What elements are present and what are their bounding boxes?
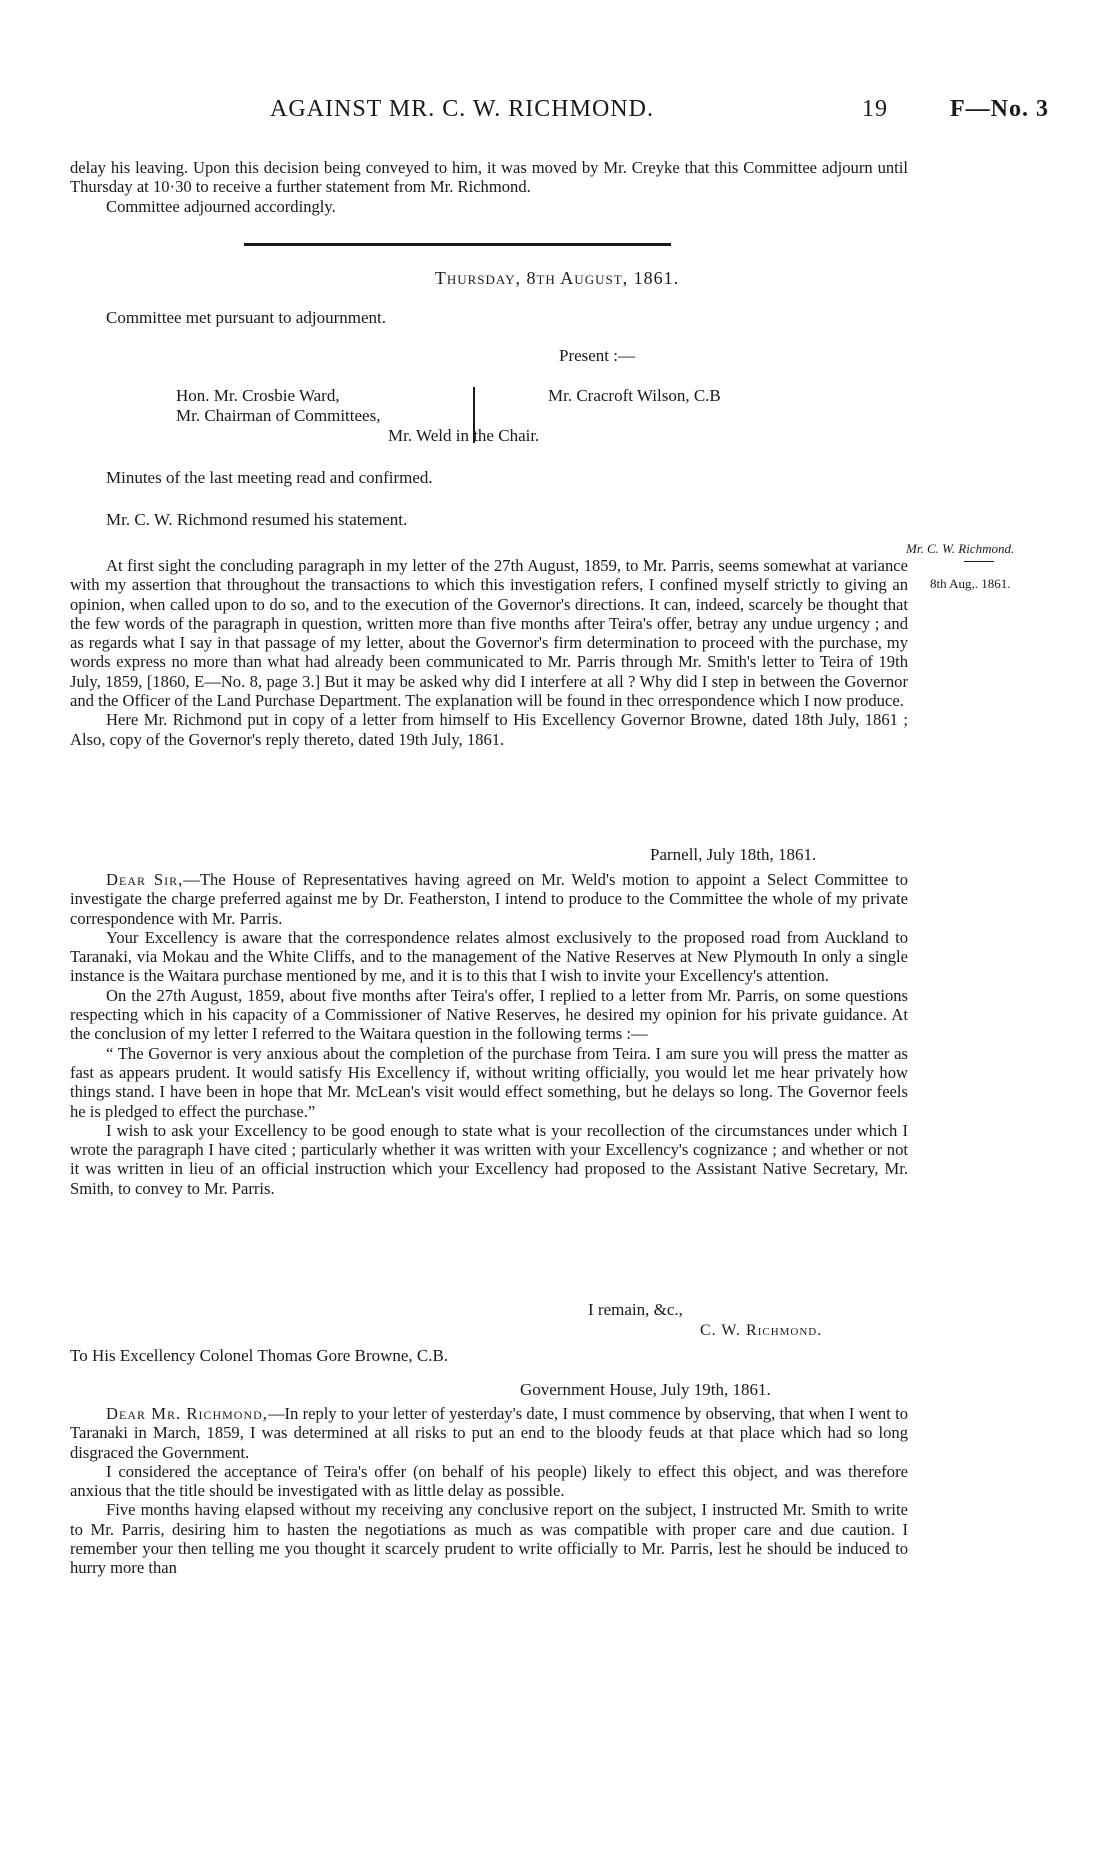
statement-note: Here Mr. Richmond put in copy of a letter from himself to His Excellency Governor Browne, dated 18th July, 1861 ; Also, copy of the Governor's reply thereto, dated 19th July, 1861. xyxy=(70,710,908,749)
meeting-date: Thursday, 8th August, 1861. xyxy=(434,268,680,288)
statement-resumed: Mr. C. W. Richmond resumed his statement. xyxy=(106,510,408,529)
letter2-text: —In reply to your letter of yesterday's date, I must commence by observing, that when I went to Taranaki in March, 1859, I was determined at all risks to put an end to the bloody feuds at that place which had so long disgraced the Government. xyxy=(70,1404,908,1462)
statement-paragraph: At first sight the concluding paragraph in my letter of the 27th August, 1859, to Mr. Parris, seems somewhat at variance with my assertion that throughout the transactions to which this investigation refers, I confined myself strictly to giving an opinion, when called upon to do so, and to the execution of the Governor's directions. It can, indeed, scarcely be thought that the few words of the paragraph in question, written more than five months after Teira's offer, betray any undue urgency ; and as regards what I say in that passage of my letter, about the Governor's firm determination to proceed with the purchase, my words express no more than what had already been communicated to Mr. Parris through Mr. Smith's letter to Teira of 19th July, 1859, [1860, E—No. 8, page 3.] But it may be asked why did I interfere at all ? Why did I step in between the Governor and the Officer of the Land Purchase Department. The explanation will be found in thec orrespondence which I now produce. xyxy=(70,556,908,711)
section-divider xyxy=(244,243,671,246)
letter1-paragraph: Your Excellency is aware that the correspondence relates almost exclusively to the proposed road from Auckland to Taranaki, via Mokau and the White Cliffs, and to the management of the Native Reserves at New Plymouth In only a single instance is the Waitara purchase mentioned by me, and it is to this that I wish to invite your Excellency's attention. xyxy=(70,927,908,986)
letter1-text: —The House of Representatives having agreed on Mr. Weld's motion to appoint a Select Committee to investigate the charge preferred against me by Dr. Featherston, I intend to produce to the Committee the whole of my private correspondence with Mr. Parris. xyxy=(70,870,908,928)
present-member-ward: Hon. Mr. Crosbie Ward, xyxy=(176,386,340,405)
letter2-paragraph: I considered the acceptance of Teira's offer (on behalf of his people) likely to effect this object, and was therefore anxious that the title should be investigated with as little delay as possible. xyxy=(70,1461,908,1501)
letter1-closing: I remain, &c., xyxy=(588,1300,683,1319)
letter1-place-date: Parnell, July 18th, 1861. xyxy=(650,845,817,864)
opening-paragraph: delay his leaving. Upon this decision being conveyed to him, it was moved by Mr. Creyke that this Committee adjourn until Thursday at 10·30 to receive a further statement from Mr. Richmond. xyxy=(70,158,908,197)
margin-note-dash xyxy=(964,561,994,562)
minutes-line: Minutes of the last meeting read and confirmed. xyxy=(106,468,433,487)
present-member-chairman: Mr. Chairman of Committees, xyxy=(176,406,381,425)
opening-section xyxy=(70,158,908,216)
meeting-opened: Committee met pursuant to adjournment. xyxy=(106,308,386,327)
margin-note-name: Mr. C. W. Richmond. xyxy=(906,541,1015,556)
margin-note-date: 8th Aug,. 1861. xyxy=(930,576,1011,591)
letter1-addressee: To His Excellency Colonel Thomas Gore Browne, C.B. xyxy=(70,1346,449,1365)
letter1-salutation: Dear Sir, xyxy=(106,870,184,889)
document-reference: F—No. 3 xyxy=(950,96,1049,122)
letter1-paragraph: I wish to ask your Excellency to be good enough to state what is your recollection of the circumstances under which I wrote the paragraph I have cited ; particularly whether it was written with your Excellency's cognizance ; and whether or not it was written in lieu of an official instruction which your Excellency had proposed to the Assistant Native Secretary, Mr. Smith, to convey to Mr. Parris. xyxy=(70,1120,908,1198)
letter1-signature: C. W. Richmond. xyxy=(700,1322,823,1339)
letter2-salutation: Dear Mr. Richmond, xyxy=(106,1404,268,1423)
adjourned-line: Committee adjourned accordingly. xyxy=(106,196,336,216)
letter2-body xyxy=(70,1404,908,1578)
statement-section xyxy=(70,556,908,749)
letter2-paragraph: Five months having elapsed without my receiving any conclusive report on the subject, I instructed Mr. Smith to write to Mr. Parris, desiring him to hasten the negotiations as much as was compatible with proper care and due caution. I remember your then telling me you thought it scarcely prudent to write officially to Mr. Parris, lest he should be induced to hurry more than xyxy=(70,1500,908,1578)
letter2-place-date: Government House, July 19th, 1861. xyxy=(520,1380,771,1399)
present-label: Present :— xyxy=(558,346,636,365)
letter2-paragraph xyxy=(70,1404,908,1462)
letter1-body xyxy=(70,870,908,1198)
letter1-quote: “ The Governor is very anxious about the completion of the purchase from Teira. I am sure you will press the matter as fast as appears prudent. It would satisfy His Excellency if, without writing officially, you would let me hear privately how things stand. I have been in hope that Mr. McLean's visit would effect something, but he delays so long. The Governor feels he is pledged to effect the purchase.” xyxy=(70,1043,908,1121)
running-title: AGAINST MR. C. W. RICHMOND. xyxy=(270,96,654,122)
chair-line: Mr. Weld in the Chair. xyxy=(388,426,540,445)
page-number: 19 xyxy=(862,96,888,122)
letter1-paragraph xyxy=(70,870,908,928)
letter1-paragraph: On the 27th August, 1859, about five months after Teira's offer, I replied to a letter from Mr. Parris, on some questions respecting which in his capacity of a Commissioner of Native Reserves, he desired my opinion for his private guidance. At the conclusion of my letter I referred to the Waitara question in the following terms :— xyxy=(70,985,908,1044)
present-member-wilson: Mr. Cracroft Wilson, C.B xyxy=(548,386,721,405)
